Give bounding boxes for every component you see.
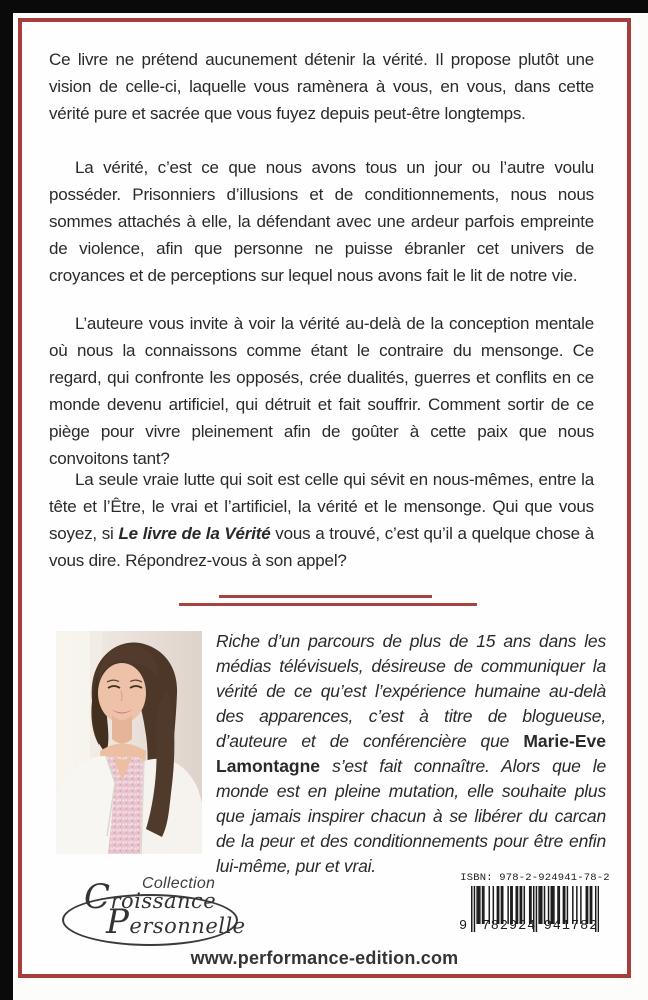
collection-name-line2: Personnelle [106, 902, 246, 942]
isbn-label: ISBN: 978-2-924941-78-2 [460, 872, 610, 884]
author-bio [216, 629, 606, 879]
barcode-digit-first: 9 [459, 919, 469, 934]
website-url: www.performance-edition.com [190, 948, 459, 968]
divider-line-top [219, 595, 432, 598]
collection-name-line1: Croissance [84, 877, 217, 917]
scan-edge-top [0, 0, 648, 13]
barcode-digits-left: 782924 [481, 919, 537, 934]
red-border-frame [18, 18, 631, 978]
synopsis-paragraph-4 [49, 466, 594, 574]
synopsis-paragraph-3: L’auteure vous invite à voir la vérité au-delà de la conception mentale où nous la connaissons comme étant le contraire du mensonge. Ce regard, qui confronte les opposés, crée dualités, guerres et conflits en ce monde devenu artificiel, qui détruit et fait souffrir. Comment sortir de ce piège pour vivre pleinement afin de goûter à cette paix que nous convoitons tant? [49, 314, 594, 468]
author-bio-after: s’est fait connaître. Alors que le monde est en pleine mutation, elle souhaite plus que jamais inspirer chacun à se libérer du carcan de la peur et des conditionnements pour être enfin lui-même, pur et vrai. [216, 756, 606, 876]
scan-edge-left [0, 0, 13, 1000]
author-photo [56, 631, 202, 854]
author-bio-before: Riche d’un parcours de plus de 15 ans dans les médias télévisuels, désireuse de communiquer la vérité de ce qu’est l’expérience humaine au-delà des apparences, c’est à titre de blogueuse, d’auteure et de conférencière que [216, 631, 606, 751]
synopsis-paragraph-4-after: vous a trouvé, c’est qu’il a quelque chose à vous dire. Répondrez-vous à son appel? [49, 524, 594, 570]
barcode-digits-right: 941782 [543, 919, 599, 934]
author-name: Marie-Eve Lamontagne [216, 731, 606, 776]
author-portrait-illustration [56, 631, 202, 854]
book-title-mention: Le livre de la Vérité [118, 524, 271, 543]
barcode [459, 872, 611, 952]
synopsis-paragraph-1: Ce livre ne prétend aucunement détenir la vérité. Il propose plutôt une vision de celle-ci, laquelle vous ramènera à vous, en vous, dans cette vérité pure et sacrée que vous fuyez depuis peut-être longtemps. [49, 50, 594, 123]
synopsis-paragraph-2: La vérité, c’est ce que nous avons tous un jour ou l’autre voulu posséder. Prisonniers d’illusions et de conditionnements, nous nous sommes attachés à elle, la défendant avec une ardeur parfois empreinte de violence, afin que personne ne puisse ébranler cet univers de croyances et de perceptions sur lequel nous avons fait le lit de notre vie. [49, 158, 594, 285]
synopsis-paragraph-4-before: La seule vraie lutte qui soit est celle qui sévit en nous-mêmes, entre la tête et l’Être, le vrai et l’artificiel, la vérité et le mensonge. Qui que vous soyez, si [49, 470, 594, 543]
divider-line-bottom [179, 603, 477, 606]
collection-label: Collection [142, 875, 216, 892]
